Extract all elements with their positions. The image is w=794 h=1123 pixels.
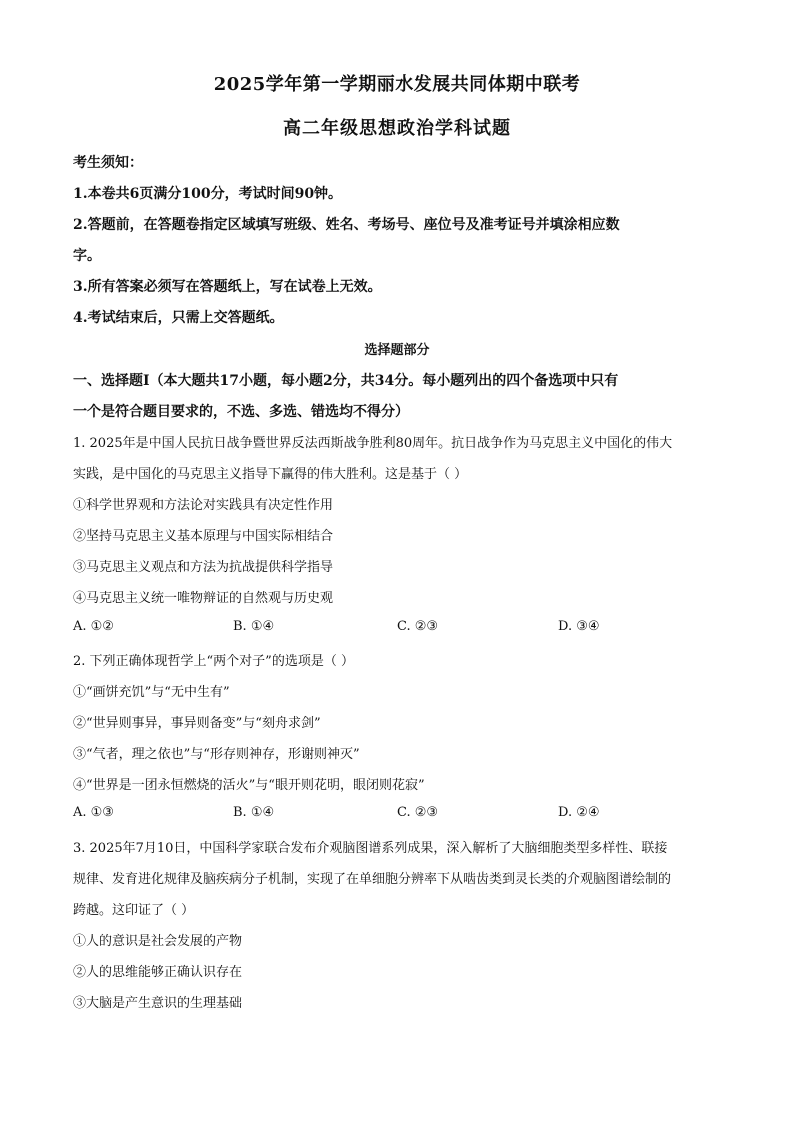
question-1-statement-2: ②坚持马克思主义基本原理与中国实际相结合	[73, 529, 334, 544]
question-3-stem-cont-2: 跨越。这印证了（ ）	[73, 903, 195, 918]
question-2-statement-3: ③“气者，理之依也”与“形存则神存，形谢则神灭”	[73, 747, 360, 762]
question-3-stem-cont: 规律、发育进化规律及脑疾病分子机制，实现了在单细胞分辨率下从啮齿类到灵长类的介观脑图谱绘制的	[73, 872, 672, 887]
exam-title: 2025学年第一学期丽水发展共同体期中联考	[213, 74, 581, 95]
question-1-stem: 1. 2025年是中国人民抗日战争暨世界反法西斯战争胜利80周年。抗日战争作为马克思主义中国化的伟大	[73, 436, 673, 451]
question-1-statement-4: ④马克思主义统一唯物辩证的自然观与历史观	[73, 591, 334, 606]
question-2-option-b: B. ①④	[233, 805, 275, 820]
exam-subtitle: 高二年级思想政治学科试题	[283, 118, 511, 139]
question-1-statement-3: ③马克思主义观点和方法为抗战提供科学指导	[73, 560, 334, 575]
notice-item-4: 4.考试结束后，只需上交答题纸。	[73, 310, 284, 326]
question-2-statement-4: ④“世界是一团永恒燃烧的活火”与“眼开则花明，眼闭则花寂”	[73, 778, 425, 793]
notice-item-1: 1.本卷共6页满分100分，考试时间90钟。	[73, 186, 343, 202]
notice-item-2: 2.答题前，在答题卷指定区域填写班级、姓名、考场号、座位号及准考证号并填涂相应数	[73, 217, 620, 233]
question-1-statement-1: ①科学世界观和方法论对实践具有决定性作用	[73, 498, 334, 513]
question-3-statement-2: ②人的思维能够正确认识存在	[73, 965, 243, 980]
notice-item-3: 3.所有答案必须写在答题纸上，写在试卷上无效。	[73, 279, 382, 295]
question-2-statement-1: ①“画饼充饥”与“无中生有”	[73, 685, 230, 700]
question-3-stem: 3. 2025年7月10日，中国科学家联合发布介观脑图谱系列成果，深入解析了大脑细胞类型多样性、联接	[73, 841, 668, 856]
question-2-statement-2: ②“世异则事异，事异则备变”与“刻舟求剑”	[73, 716, 321, 731]
question-1-stem-cont: 实践，是中国化的马克思主义指导下赢得的伟大胜利。这是基于（ ）	[73, 467, 468, 482]
question-3-statement-1: ①人的意识是社会发展的产物	[73, 934, 243, 949]
question-1-option-b: B. ①④	[233, 619, 275, 634]
question-1-option-d: D. ③④	[558, 619, 600, 634]
question-2-option-a: A. ①③	[73, 805, 114, 820]
question-1-option-c: C. ②③	[397, 619, 439, 634]
notice-item-2-cont: 字。	[73, 248, 101, 264]
question-2-option-d: D. ②④	[558, 805, 600, 820]
question-3-statement-3: ③大脑是产生意识的生理基础	[73, 996, 243, 1011]
question-2-option-c: C. ②③	[397, 805, 439, 820]
section-instructions-cont: 一个是符合题目要求的，不选、多选、错选均不得分）	[73, 404, 409, 420]
section-title: 选择题部分	[364, 343, 430, 358]
question-1-option-a: A. ①②	[73, 619, 114, 634]
notice-heading: 考生须知：	[73, 155, 143, 171]
question-2-stem: 2. 下列正确体现哲学上“两个对子”的选项是（ ）	[73, 654, 354, 669]
section-instructions: 一、选择题Ⅰ（本大题共17小题，每小题2分，共34分。每小题列出的四个备选项中只有	[73, 373, 619, 389]
